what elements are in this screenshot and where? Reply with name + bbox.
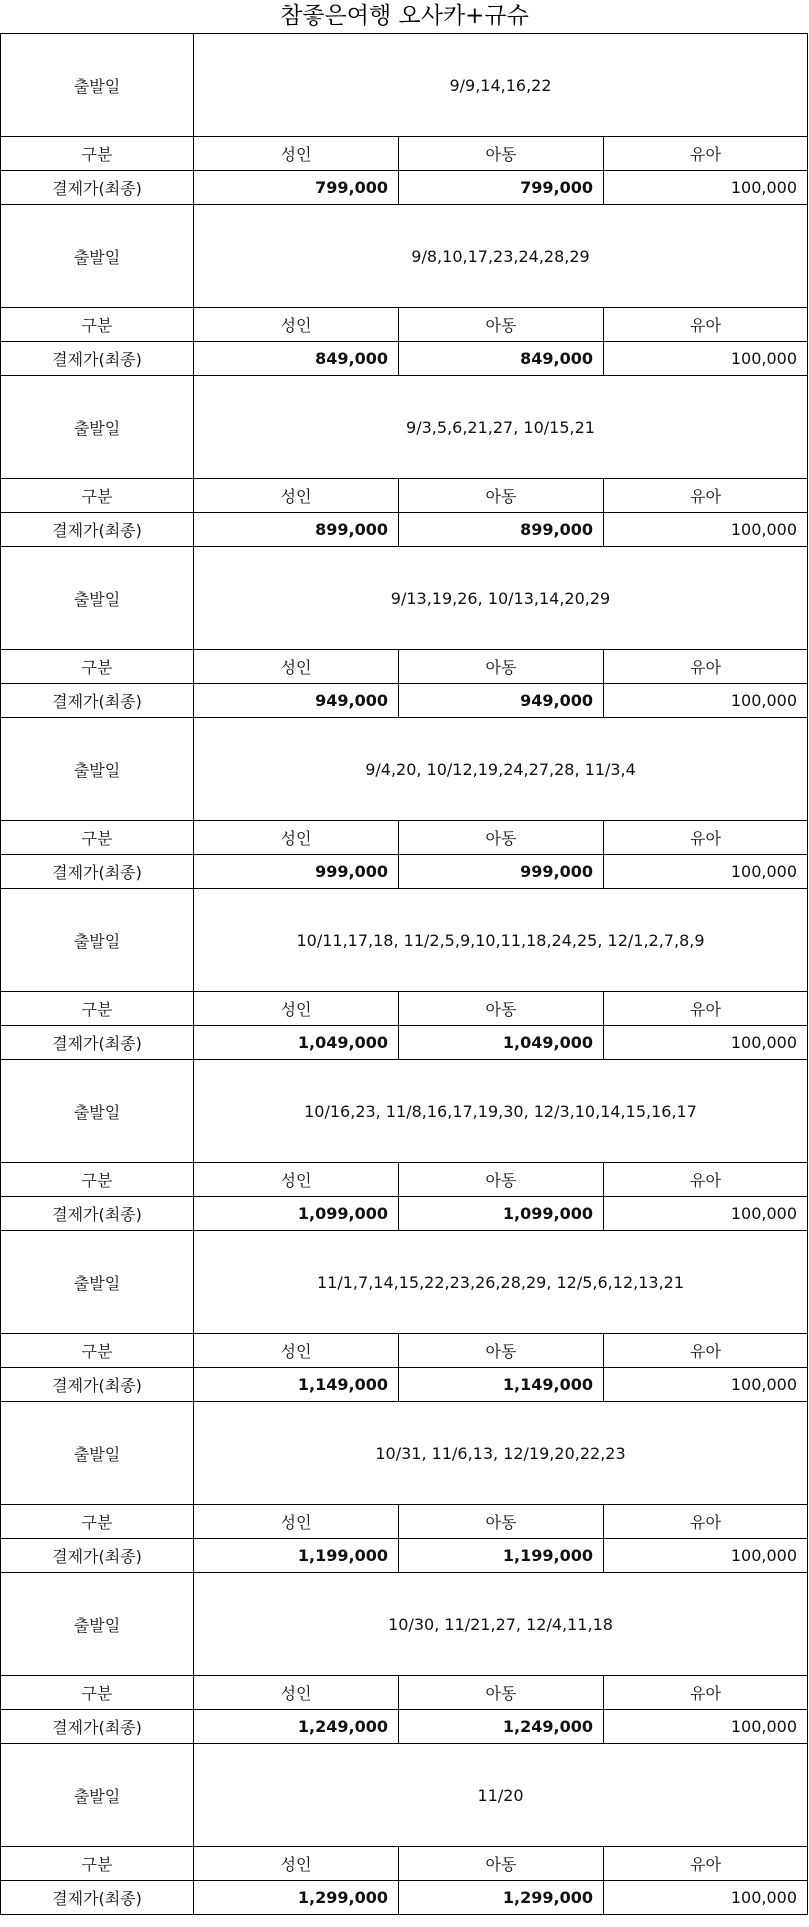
infant-header: 유아	[604, 1676, 808, 1710]
child-price: 949,000	[399, 684, 604, 718]
child-price: 799,000	[399, 171, 604, 205]
infant-header: 유아	[604, 992, 808, 1026]
departure-dates: 10/11,17,18, 11/2,5,9,10,11,18,24,25, 12/1,2,7,8,9	[194, 889, 808, 992]
departure-row	[1, 205, 808, 308]
departure-row	[1, 1573, 808, 1676]
header-row	[1, 1676, 808, 1710]
infant-header: 유아	[604, 650, 808, 684]
price-row	[1, 855, 808, 889]
adult-price: 1,149,000	[194, 1368, 399, 1402]
header-row	[1, 992, 808, 1026]
departure-label: 출발일	[1, 34, 194, 137]
adult-header: 성인	[194, 992, 399, 1026]
price-row	[1, 513, 808, 547]
header-row	[1, 821, 808, 855]
child-price: 1,149,000	[399, 1368, 604, 1402]
final-price-label: 결제가(최종)	[1, 342, 194, 376]
price-row	[1, 1539, 808, 1573]
category-header: 구분	[1, 821, 194, 855]
header-row	[1, 1334, 808, 1368]
adult-header: 성인	[194, 650, 399, 684]
departure-dates: 9/4,20, 10/12,19,24,27,28, 11/3,4	[194, 718, 808, 821]
header-row	[1, 1505, 808, 1539]
child-price: 899,000	[399, 513, 604, 547]
infant-price: 100,000	[604, 1539, 808, 1573]
departure-row	[1, 376, 808, 479]
price-row	[1, 1710, 808, 1744]
infant-price: 100,000	[604, 342, 808, 376]
departure-label: 출발일	[1, 376, 194, 479]
departure-label: 출발일	[1, 889, 194, 992]
category-header: 구분	[1, 992, 194, 1026]
infant-header: 유아	[604, 821, 808, 855]
header-row	[1, 479, 808, 513]
category-header: 구분	[1, 137, 194, 171]
adult-price: 1,199,000	[194, 1539, 399, 1573]
child-header: 아동	[399, 1847, 604, 1881]
departure-row	[1, 889, 808, 992]
child-price: 1,049,000	[399, 1026, 604, 1060]
infant-price: 100,000	[604, 855, 808, 889]
category-header: 구분	[1, 308, 194, 342]
child-header: 아동	[399, 308, 604, 342]
child-header: 아동	[399, 137, 604, 171]
price-table-body	[1, 34, 808, 1915]
adult-header: 성인	[194, 137, 399, 171]
departure-row	[1, 1060, 808, 1163]
adult-price: 799,000	[194, 171, 399, 205]
departure-label: 출발일	[1, 1060, 194, 1163]
adult-header: 성인	[194, 1505, 399, 1539]
departure-dates: 10/31, 11/6,13, 12/19,20,22,23	[194, 1402, 808, 1505]
infant-price: 100,000	[604, 1026, 808, 1060]
category-header: 구분	[1, 1847, 194, 1881]
child-header: 아동	[399, 1505, 604, 1539]
infant-header: 유아	[604, 479, 808, 513]
adult-price: 999,000	[194, 855, 399, 889]
child-header: 아동	[399, 1163, 604, 1197]
infant-price: 100,000	[604, 1881, 808, 1915]
departure-dates: 9/3,5,6,21,27, 10/15,21	[194, 376, 808, 479]
infant-header: 유아	[604, 1847, 808, 1881]
infant-header: 유아	[604, 1334, 808, 1368]
category-header: 구분	[1, 1163, 194, 1197]
adult-price: 899,000	[194, 513, 399, 547]
final-price-label: 결제가(최종)	[1, 1368, 194, 1402]
infant-price: 100,000	[604, 684, 808, 718]
final-price-label: 결제가(최종)	[1, 1710, 194, 1744]
price-row	[1, 1368, 808, 1402]
departure-row	[1, 1231, 808, 1334]
departure-label: 출발일	[1, 1573, 194, 1676]
final-price-label: 결제가(최종)	[1, 1539, 194, 1573]
price-row	[1, 1881, 808, 1915]
adult-price: 1,099,000	[194, 1197, 399, 1231]
header-row	[1, 1847, 808, 1881]
category-header: 구분	[1, 479, 194, 513]
final-price-label: 결제가(최종)	[1, 1026, 194, 1060]
header-row	[1, 650, 808, 684]
child-header: 아동	[399, 992, 604, 1026]
child-header: 아동	[399, 650, 604, 684]
departure-label: 출발일	[1, 547, 194, 650]
departure-row	[1, 547, 808, 650]
adult-header: 성인	[194, 308, 399, 342]
header-row	[1, 1163, 808, 1197]
page-title: 참좋은여행 오사카+규슈	[280, 3, 529, 29]
child-price: 1,199,000	[399, 1539, 604, 1573]
price-row	[1, 171, 808, 205]
final-price-label: 결제가(최종)	[1, 855, 194, 889]
adult-price: 1,049,000	[194, 1026, 399, 1060]
price-row	[1, 1026, 808, 1060]
adult-header: 성인	[194, 479, 399, 513]
adult-price: 1,249,000	[194, 1710, 399, 1744]
child-header: 아동	[399, 821, 604, 855]
departure-label: 출발일	[1, 1231, 194, 1334]
departure-dates: 9/8,10,17,23,24,28,29	[194, 205, 808, 308]
infant-price: 100,000	[604, 1710, 808, 1744]
child-price: 849,000	[399, 342, 604, 376]
departure-dates: 9/9,14,16,22	[194, 34, 808, 137]
departure-label: 출발일	[1, 1402, 194, 1505]
final-price-label: 결제가(최종)	[1, 513, 194, 547]
price-row	[1, 1197, 808, 1231]
departure-dates: 11/20	[194, 1744, 808, 1847]
adult-price: 1,299,000	[194, 1881, 399, 1915]
adult-header: 성인	[194, 1163, 399, 1197]
price-row	[1, 684, 808, 718]
header-row	[1, 308, 808, 342]
departure-row	[1, 34, 808, 137]
departure-row	[1, 718, 808, 821]
infant-header: 유아	[604, 1505, 808, 1539]
infant-header: 유아	[604, 137, 808, 171]
infant-header: 유아	[604, 1163, 808, 1197]
final-price-label: 결제가(최종)	[1, 684, 194, 718]
departure-row	[1, 1744, 808, 1847]
adult-header: 성인	[194, 1334, 399, 1368]
departure-label: 출발일	[1, 718, 194, 821]
departure-label: 출발일	[1, 205, 194, 308]
departure-dates: 11/1,7,14,15,22,23,26,28,29, 12/5,6,12,13,21	[194, 1231, 808, 1334]
infant-price: 100,000	[604, 1197, 808, 1231]
child-price: 999,000	[399, 855, 604, 889]
price-table	[0, 33, 808, 1915]
final-price-label: 결제가(최종)	[1, 1197, 194, 1231]
child-header: 아동	[399, 1334, 604, 1368]
final-price-label: 결제가(최종)	[1, 1881, 194, 1915]
final-price-label: 결제가(최종)	[1, 171, 194, 205]
category-header: 구분	[1, 1676, 194, 1710]
adult-price: 949,000	[194, 684, 399, 718]
category-header: 구분	[1, 1505, 194, 1539]
adult-header: 성인	[194, 1847, 399, 1881]
child-header: 아동	[399, 479, 604, 513]
departure-label: 출발일	[1, 1744, 194, 1847]
price-row	[1, 342, 808, 376]
category-header: 구분	[1, 1334, 194, 1368]
infant-price: 100,000	[604, 171, 808, 205]
adult-header: 성인	[194, 821, 399, 855]
adult-price: 849,000	[194, 342, 399, 376]
child-price: 1,299,000	[399, 1881, 604, 1915]
infant-header: 유아	[604, 308, 808, 342]
departure-dates: 10/16,23, 11/8,16,17,19,30, 12/3,10,14,15,16,17	[194, 1060, 808, 1163]
child-price: 1,249,000	[399, 1710, 604, 1744]
departure-dates: 10/30, 11/21,27, 12/4,11,18	[194, 1573, 808, 1676]
child-price: 1,099,000	[399, 1197, 604, 1231]
departure-row	[1, 1402, 808, 1505]
departure-dates: 9/13,19,26, 10/13,14,20,29	[194, 547, 808, 650]
child-header: 아동	[399, 1676, 604, 1710]
header-row	[1, 137, 808, 171]
infant-price: 100,000	[604, 1368, 808, 1402]
infant-price: 100,000	[604, 513, 808, 547]
category-header: 구분	[1, 650, 194, 684]
adult-header: 성인	[194, 1676, 399, 1710]
